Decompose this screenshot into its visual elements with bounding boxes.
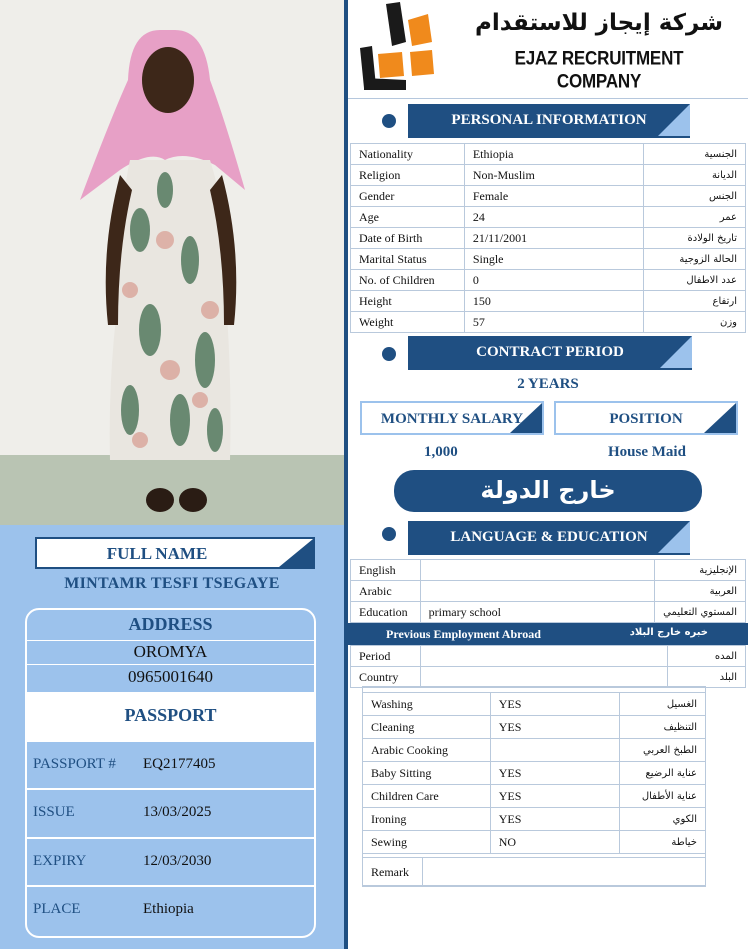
- abroad-banner: خارج الدولة: [394, 470, 702, 512]
- passport-issue-value: 13/03/2025: [143, 804, 212, 820]
- passport-expiry-label: EXPIRY: [33, 853, 87, 869]
- skill-row: [363, 716, 706, 739]
- passport-place-value: Ethiopia: [143, 901, 194, 917]
- passport-row: [27, 885, 314, 932]
- language-row: [351, 581, 746, 602]
- row-label: Education: [351, 602, 421, 623]
- row-value: YES: [490, 785, 619, 808]
- row-value: Single: [464, 249, 643, 270]
- row-label: Cleaning: [363, 716, 491, 739]
- row-label: Marital Status: [351, 249, 465, 270]
- row-value: YES: [490, 716, 619, 739]
- row-label: Sewing: [363, 831, 491, 854]
- language-education-heading: [408, 521, 690, 555]
- monthly-salary-label: MONTHLY SALARY: [380, 411, 524, 427]
- previous-employment-heading-en: Previous Employment Abroad: [386, 627, 541, 641]
- monthly-salary-heading: [360, 401, 544, 435]
- row-label: Washing: [363, 693, 491, 716]
- corner-triangle-decoration: [279, 539, 313, 567]
- position-label: POSITION: [609, 411, 683, 427]
- passport-place-label: PLACE: [33, 901, 81, 917]
- row-label: Children Care: [363, 785, 491, 808]
- row-value: [420, 646, 667, 667]
- candidate-photo-illustration: [0, 0, 344, 525]
- row-label-arabic: المده: [668, 646, 746, 667]
- corner-triangle-decoration: [704, 403, 736, 433]
- row-label: Baby Sitting: [363, 762, 491, 785]
- row-label: Arabic Cooking: [363, 739, 491, 762]
- row-label: Religion: [351, 165, 465, 186]
- passport-row: [27, 837, 314, 884]
- divider: [27, 640, 314, 641]
- row-value: Non-Muslim: [464, 165, 643, 186]
- row-label-arabic: الديانة: [644, 165, 746, 186]
- company-name-arabic: شركة إيجاز للاستقدام: [475, 10, 723, 36]
- language-education-heading-text: LANGUAGE & EDUCATION: [450, 529, 648, 545]
- passport-number-label: PASSPORT #: [33, 756, 116, 772]
- remark-row: [363, 858, 706, 887]
- personal-info-row: [351, 270, 746, 291]
- remark-table: [362, 857, 706, 887]
- corner-triangle-decoration: [660, 336, 692, 368]
- row-label-arabic: عدد الاطفال: [644, 270, 746, 291]
- row-label-arabic: الجنس: [644, 186, 746, 207]
- row-label-arabic: تاريخ الولادة: [644, 228, 746, 249]
- monthly-salary-value: 1,000: [424, 444, 458, 460]
- previous-employment-heading: [348, 623, 748, 645]
- passport-heading-band: [27, 692, 314, 740]
- language-education-table: [350, 559, 746, 623]
- row-value: Female: [464, 186, 643, 207]
- row-label-arabic: الحالة الزوجية: [644, 249, 746, 270]
- language-row: [351, 560, 746, 581]
- row-label: Country: [351, 667, 421, 688]
- corner-triangle-decoration: [658, 104, 690, 136]
- passport-row: [27, 740, 314, 787]
- fullname-label-box: [35, 537, 315, 569]
- personal-info-row: [351, 144, 746, 165]
- row-label-arabic: عناية الرضيع: [620, 762, 706, 785]
- passport-row: [27, 788, 314, 835]
- row-label-arabic: الإنجليزية: [655, 560, 746, 581]
- header-divider: [348, 98, 748, 99]
- address-region: OROMYA: [133, 642, 208, 661]
- address-passport-card: [25, 608, 316, 938]
- personal-info-table: [350, 143, 746, 333]
- row-label-arabic: العربية: [655, 581, 746, 602]
- row-value: 57: [464, 312, 643, 333]
- language-row: [351, 602, 746, 623]
- corner-triangle-decoration: [510, 403, 542, 433]
- divider: [27, 664, 314, 665]
- row-label-arabic: وزن: [644, 312, 746, 333]
- address-phone: 0965001640: [128, 667, 213, 686]
- row-value: YES: [490, 762, 619, 785]
- company-logo-icon: [358, 2, 438, 94]
- previous-employment-heading-ar: خبره خارج البلاد: [629, 627, 708, 638]
- row-label: Date of Birth: [351, 228, 465, 249]
- personal-info-row: [351, 312, 746, 333]
- row-label-arabic: الطبخ العربي: [620, 739, 706, 762]
- previous-employment-row: [351, 667, 746, 688]
- row-value: 0: [464, 270, 643, 291]
- row-value: [420, 667, 667, 688]
- row-value: [420, 581, 655, 602]
- passport-expiry-value: 12/03/2030: [143, 853, 212, 869]
- row-label-arabic: التنظيف: [620, 716, 706, 739]
- remark-value: [422, 858, 705, 887]
- row-label: Gender: [351, 186, 465, 207]
- personal-info-row: [351, 207, 746, 228]
- personal-info-heading-text: PERSONAL INFORMATION: [451, 112, 647, 128]
- row-label: English: [351, 560, 421, 581]
- row-label: Age: [351, 207, 465, 228]
- row-label-arabic: الغسيل: [620, 693, 706, 716]
- skill-row: [363, 693, 706, 716]
- row-value: [490, 739, 619, 762]
- skills-table: [362, 692, 706, 854]
- passport-heading: PASSPORT: [124, 705, 217, 725]
- row-label: Period: [351, 646, 421, 667]
- row-label-arabic: الجنسية: [644, 144, 746, 165]
- row-value: YES: [490, 693, 619, 716]
- corner-triangle-decoration: [658, 521, 690, 553]
- skill-row: [363, 762, 706, 785]
- row-value: primary school: [420, 602, 655, 623]
- row-label-arabic: خياطة: [620, 831, 706, 854]
- remark-label: Remark: [363, 858, 423, 887]
- row-value: [420, 560, 655, 581]
- personal-info-row: [351, 291, 746, 312]
- position-heading: [554, 401, 738, 435]
- bullet-icon: [382, 347, 396, 361]
- personal-info-row: [351, 165, 746, 186]
- personal-info-row: [351, 228, 746, 249]
- row-label: Nationality: [351, 144, 465, 165]
- contract-period-heading-text: CONTRACT PERIOD: [476, 344, 624, 360]
- position-value: House Maid: [608, 444, 686, 460]
- address-heading: ADDRESS: [128, 614, 213, 634]
- skill-row: [363, 785, 706, 808]
- personal-info-heading: [408, 104, 690, 138]
- passport-issue-label: ISSUE: [33, 804, 75, 820]
- row-value: 150: [464, 291, 643, 312]
- row-value: 21/11/2001: [464, 228, 643, 249]
- fullname-label: FULL NAME: [106, 544, 208, 563]
- row-label: Ironing: [363, 808, 491, 831]
- row-label: Height: [351, 291, 465, 312]
- row-label: Weight: [351, 312, 465, 333]
- row-value: YES: [490, 808, 619, 831]
- personal-info-row: [351, 249, 746, 270]
- passport-number-value: EQ2177405: [143, 756, 216, 772]
- company-name-english: EJAZ RECRUITMENT COMPANY: [514, 47, 684, 92]
- skill-row: [363, 831, 706, 854]
- row-value: 24: [464, 207, 643, 228]
- candidate-photo: [0, 0, 344, 525]
- right-column: [348, 0, 748, 949]
- personal-info-row: [351, 186, 746, 207]
- contract-period-heading: [408, 336, 692, 370]
- row-label-arabic: عناية الأطفال: [620, 785, 706, 808]
- previous-employment-row: [351, 646, 746, 667]
- row-label-arabic: عمر: [644, 207, 746, 228]
- row-label-arabic: البلد: [668, 667, 746, 688]
- skill-row: [363, 739, 706, 762]
- row-label-arabic: المستوي التعليمي: [655, 602, 746, 623]
- row-label: No. of Children: [351, 270, 465, 291]
- bullet-icon: [382, 527, 396, 541]
- candidate-full-name: MINTAMR TESFI TSEGAYE: [64, 575, 280, 592]
- skill-row: [363, 808, 706, 831]
- row-value: Ethiopia: [464, 144, 643, 165]
- bullet-icon: [382, 114, 396, 128]
- row-label-arabic: ارتفاع: [644, 291, 746, 312]
- contract-period-value: 2 YEARS: [517, 376, 579, 392]
- row-label-arabic: الكوي: [620, 808, 706, 831]
- previous-employment-table: [350, 645, 746, 688]
- left-column: [0, 0, 344, 949]
- row-label: Arabic: [351, 581, 421, 602]
- row-value: NO: [490, 831, 619, 854]
